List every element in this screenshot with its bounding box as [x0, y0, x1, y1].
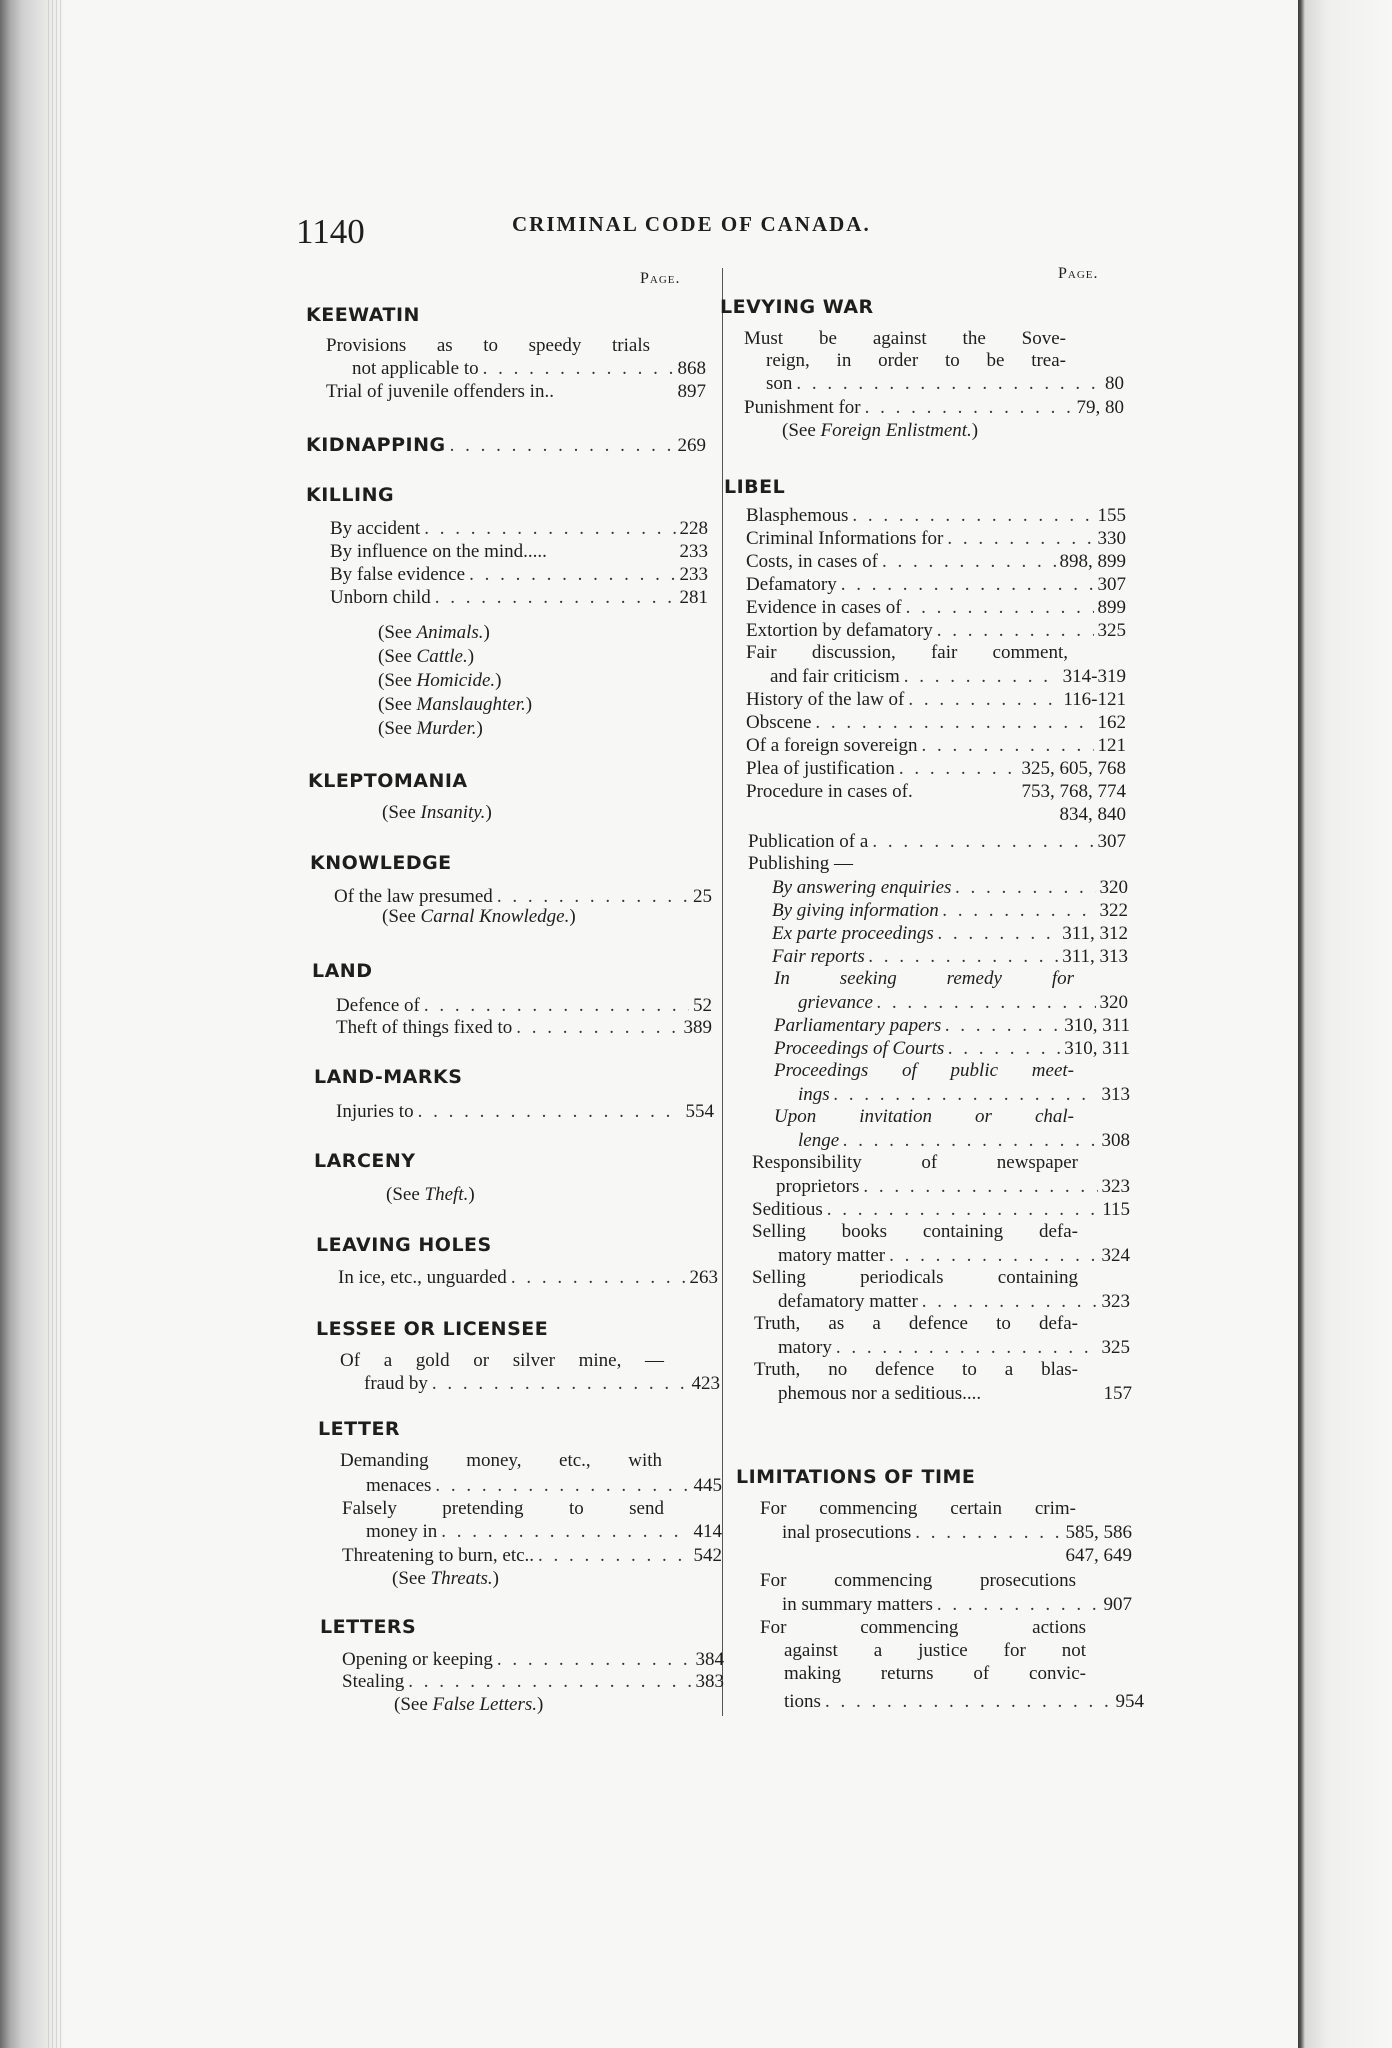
entry-heading: LEVYING WAR: [720, 296, 874, 318]
entry-heading: KLEPTOMANIA: [308, 770, 468, 792]
entry-line: By giving information . . . 322: [772, 899, 1128, 923]
entry-line: Unborn child . . . 281: [330, 586, 708, 610]
page-edges: [48, 0, 64, 2048]
entry-line: Proceedings of public meet-: [774, 1060, 1074, 1081]
entry-line: Publishing —: [748, 853, 854, 874]
cross-reference: (See Cattle.): [378, 646, 475, 667]
entry-heading: KNOWLEDGE: [310, 852, 452, 874]
page-ref: 384: [695, 1649, 724, 1670]
entry-line: matory matter . . . 324: [778, 1244, 1130, 1268]
entry-line: In seeking remedy for: [774, 968, 1074, 989]
entry-line: matory . . . 325: [778, 1336, 1130, 1360]
entry-line: Injuries to . . . 554: [336, 1100, 714, 1124]
page-ref: 323: [1101, 1176, 1130, 1197]
right-page-label: Page.: [1058, 265, 1099, 282]
page-ref: 162: [1097, 712, 1126, 733]
entry-line: Blasphemous . . . 155: [746, 504, 1126, 528]
entry-line: making returns of convic-: [784, 1663, 1086, 1684]
entry-line: By false evidence . . . 233: [330, 563, 708, 587]
entry-line: inal prosecutions . . . 585, 586: [782, 1521, 1132, 1545]
entry-line: Obscene . . . 162: [746, 711, 1126, 735]
page-ref: 323: [1101, 1291, 1130, 1312]
page-ref: 233: [679, 564, 708, 585]
page-ref: 313: [1101, 1084, 1130, 1105]
entry-line: Truth, no defence to a blas-: [754, 1359, 1078, 1380]
entry-line: Criminal Informations for . . . 330: [746, 527, 1126, 551]
page-ref: 542: [693, 1545, 722, 1566]
entry-line: ings . . . 313: [798, 1083, 1130, 1107]
entry-heading: LETTERS: [320, 1616, 417, 1638]
entry-line: For commencing actions: [760, 1617, 1086, 1638]
page-ref: 52: [693, 995, 712, 1016]
entry-line: Must be against the Sove-: [744, 328, 1066, 349]
page-ref: 116-121: [1063, 689, 1126, 710]
entry-line: Plea of justification . . . 325, 605, 768: [746, 757, 1126, 781]
page-ref: 330: [1097, 528, 1126, 549]
page-ref: 80: [1105, 373, 1124, 394]
entry-line: not applicable to . . . 868: [352, 357, 706, 381]
cross-reference: (See Foreign Enlistment.): [782, 420, 979, 441]
page-ref: 647, 649: [1065, 1545, 1132, 1566]
page-ref: 445: [693, 1475, 722, 1496]
entry-heading: LETTER: [318, 1418, 401, 1440]
page-ref: 25: [693, 886, 712, 907]
page-ref: 155: [1097, 505, 1126, 526]
entry-line: against a justice for not: [784, 1640, 1086, 1661]
entry-line: [782, 1544, 1132, 1568]
page-ref: 868: [677, 358, 706, 379]
entry-line: Parliamentary papers . . . 310, 311: [774, 1014, 1130, 1038]
entry-line: Threatening to burn, etc.. . . . 542: [342, 1544, 722, 1568]
page-ref: 383: [695, 1671, 724, 1692]
right-page-edge: [1298, 0, 1392, 2048]
entry-line: For commencing prosecutions: [760, 1570, 1076, 1591]
entry-line: money in . . . 414: [366, 1520, 722, 1544]
page-ref: 554: [685, 1101, 714, 1122]
cross-reference: (See Threats.): [392, 1568, 499, 1589]
entry-line: Stealing . . . 383: [342, 1670, 724, 1694]
entry-line: In ice, etc., unguarded . . . 263: [338, 1266, 718, 1290]
entry-line: Defence of . . . 52: [336, 994, 712, 1018]
page-ref: 954: [1115, 1691, 1144, 1712]
entry-line: Seditious . . . 115: [752, 1198, 1130, 1222]
entry-line: Evidence in cases of . . . 899: [746, 596, 1126, 620]
page-ref: 897: [677, 381, 706, 402]
entry-line: Opening or keeping . . . 384: [342, 1648, 724, 1672]
entry-line: Provisions as to speedy trials: [326, 335, 650, 356]
page-ref: 414: [693, 1521, 722, 1542]
page-ref: 325, 605, 768: [1021, 758, 1126, 779]
page-ref: 320: [1099, 877, 1128, 898]
running-title: CRIMINAL CODE OF CANADA.: [512, 212, 871, 236]
page-ref: 898, 899: [1059, 551, 1126, 572]
page-ref: 753, 768, 774: [1021, 781, 1126, 802]
page-ref: 233: [679, 541, 708, 562]
entry-line: tions . . . 954: [784, 1690, 1144, 1714]
page-ref: 320: [1099, 992, 1128, 1013]
page-ref: 157: [1103, 1383, 1132, 1404]
entry-line: Ex parte proceedings . . . 311, 312: [772, 922, 1128, 946]
entry-line: Costs, in cases of . . . 898, 899: [746, 550, 1126, 574]
entry-line: defamatory matter . . . 323: [778, 1290, 1130, 1314]
page-ref: 834, 840: [1059, 804, 1126, 825]
entry-line: Proceedings of Courts . . . 310, 311: [774, 1037, 1130, 1061]
entry-line: History of the law of . . . 116-121: [746, 688, 1126, 712]
page-ref: 585, 586: [1065, 1522, 1132, 1543]
entry-heading: LAND-MARKS: [314, 1066, 463, 1088]
entry-line: By accident . . . 228: [330, 517, 708, 541]
cross-reference: (See Animals.): [378, 622, 490, 643]
left-page-label: Page.: [640, 270, 681, 287]
page-number: 1140: [296, 212, 365, 251]
page-ref: 307: [1097, 831, 1126, 852]
page-ref: 899: [1097, 597, 1126, 618]
page-ref: 308: [1101, 1130, 1130, 1151]
page-ref: 269: [677, 435, 706, 456]
page-ref: 79, 80: [1076, 397, 1124, 418]
page-ref: 307: [1097, 574, 1126, 595]
entry-line: and fair criticism . . . 314-319: [770, 665, 1126, 689]
entry-line: Falsely pretending to send: [342, 1498, 664, 1519]
entry-line: Fair reports . . . 311, 313: [772, 945, 1128, 969]
cross-reference: (See Carnal Knowledge.): [382, 906, 576, 927]
cross-reference: (See Manslaughter.): [378, 694, 533, 715]
entry-heading: LARCENY: [314, 1150, 416, 1172]
entry-line: proprietors . . . 323: [776, 1175, 1130, 1199]
entry-line: [306, 433, 706, 457]
page-ref: 423: [691, 1373, 720, 1394]
entry-line: Truth, as a defence to defa-: [754, 1313, 1078, 1334]
entry-line: Of a foreign sovereign . . . 121: [746, 734, 1126, 758]
page-ref: 310, 311: [1064, 1015, 1130, 1036]
entry-line: Selling periodicals containing: [752, 1267, 1078, 1288]
entry-line: lenge . . . 308: [798, 1129, 1130, 1153]
entry-line: menaces . . . 445: [366, 1474, 722, 1498]
page-ref: 325: [1101, 1337, 1130, 1358]
entry-heading: LESSEE OR LICENSEE: [316, 1318, 549, 1340]
cross-reference: (See Theft.): [386, 1184, 475, 1205]
page-ref: 907: [1103, 1594, 1132, 1615]
entry-heading: KIDNAPPING: [306, 434, 446, 456]
page-ref: 389: [683, 1017, 712, 1038]
cross-reference: (See Insanity.): [382, 802, 492, 823]
entry-line: Selling books containing defa-: [752, 1221, 1078, 1242]
entry-heading: KILLING: [306, 484, 395, 506]
entry-line: Upon invitation or chal-: [774, 1106, 1074, 1127]
entry-line: phemous nor a seditious.... 157: [778, 1383, 1132, 1404]
entry-line: grievance . . . 320: [798, 991, 1128, 1015]
column-divider: [722, 268, 723, 1716]
page-ref: 228: [679, 518, 708, 539]
cross-reference: (See False Letters.): [394, 1694, 544, 1715]
page-ref: 121: [1097, 735, 1126, 756]
entry-heading: LIMITATIONS OF TIME: [736, 1466, 976, 1488]
entry-line: By influence on the mind..... 233: [330, 541, 708, 562]
entry-line: By answering enquiries . . . 320: [772, 876, 1128, 900]
entry-line: Fair discussion, fair comment,: [746, 642, 1068, 663]
entry-line: Extortion by defamatory . . . 325: [746, 619, 1126, 643]
page-ref: 322: [1099, 900, 1128, 921]
entry-line: [746, 803, 1126, 827]
page-ref: 324: [1101, 1245, 1130, 1266]
entry-line: reign, in order to be trea-: [766, 350, 1066, 371]
entry-line: Theft of things fixed to . . . 389: [336, 1016, 712, 1040]
entry-heading: KEEWATIN: [306, 304, 420, 326]
page-ref: 115: [1102, 1199, 1130, 1220]
page-ref: 281: [679, 587, 708, 608]
entry-line: Responsibility of newspaper: [752, 1152, 1078, 1173]
entry-heading: LAND: [312, 960, 373, 982]
entry-heading: LIBEL: [724, 476, 786, 498]
page-ref: 314-319: [1062, 666, 1126, 687]
page-ref: 325: [1097, 620, 1126, 641]
entry-line: Demanding money, etc., with: [340, 1450, 662, 1471]
cross-reference: (See Murder.): [378, 718, 483, 739]
entry-line: Defamatory . . . 307: [746, 573, 1126, 597]
page-ref: 310, 311: [1064, 1038, 1130, 1059]
entry-heading: LEAVING HOLES: [316, 1234, 492, 1256]
cross-reference: (See Homicide.): [378, 670, 502, 691]
page-ref: 311, 313: [1062, 946, 1128, 967]
entry-line: son . . . 80: [766, 372, 1124, 396]
entry-line: Of a gold or silver mine, —: [340, 1350, 664, 1371]
page-ref: 311, 312: [1062, 923, 1128, 944]
entry-line: fraud by . . . 423: [364, 1372, 720, 1396]
entry-line: For commencing certain crim-: [760, 1498, 1076, 1519]
page-ref: 263: [689, 1267, 718, 1288]
entry-line: in summary matters . . . 907: [782, 1593, 1132, 1617]
entry-line: Punishment for . . . 79, 80: [744, 396, 1124, 420]
entry-line: Publication of a . . . 307: [748, 830, 1126, 854]
entry-line: Procedure in cases of. 753, 768, 774: [746, 781, 1126, 802]
entry-line: Of the law presumed . . . 25: [334, 885, 712, 909]
entry-line: Trial of juvenile offenders in.. 897: [326, 381, 706, 402]
